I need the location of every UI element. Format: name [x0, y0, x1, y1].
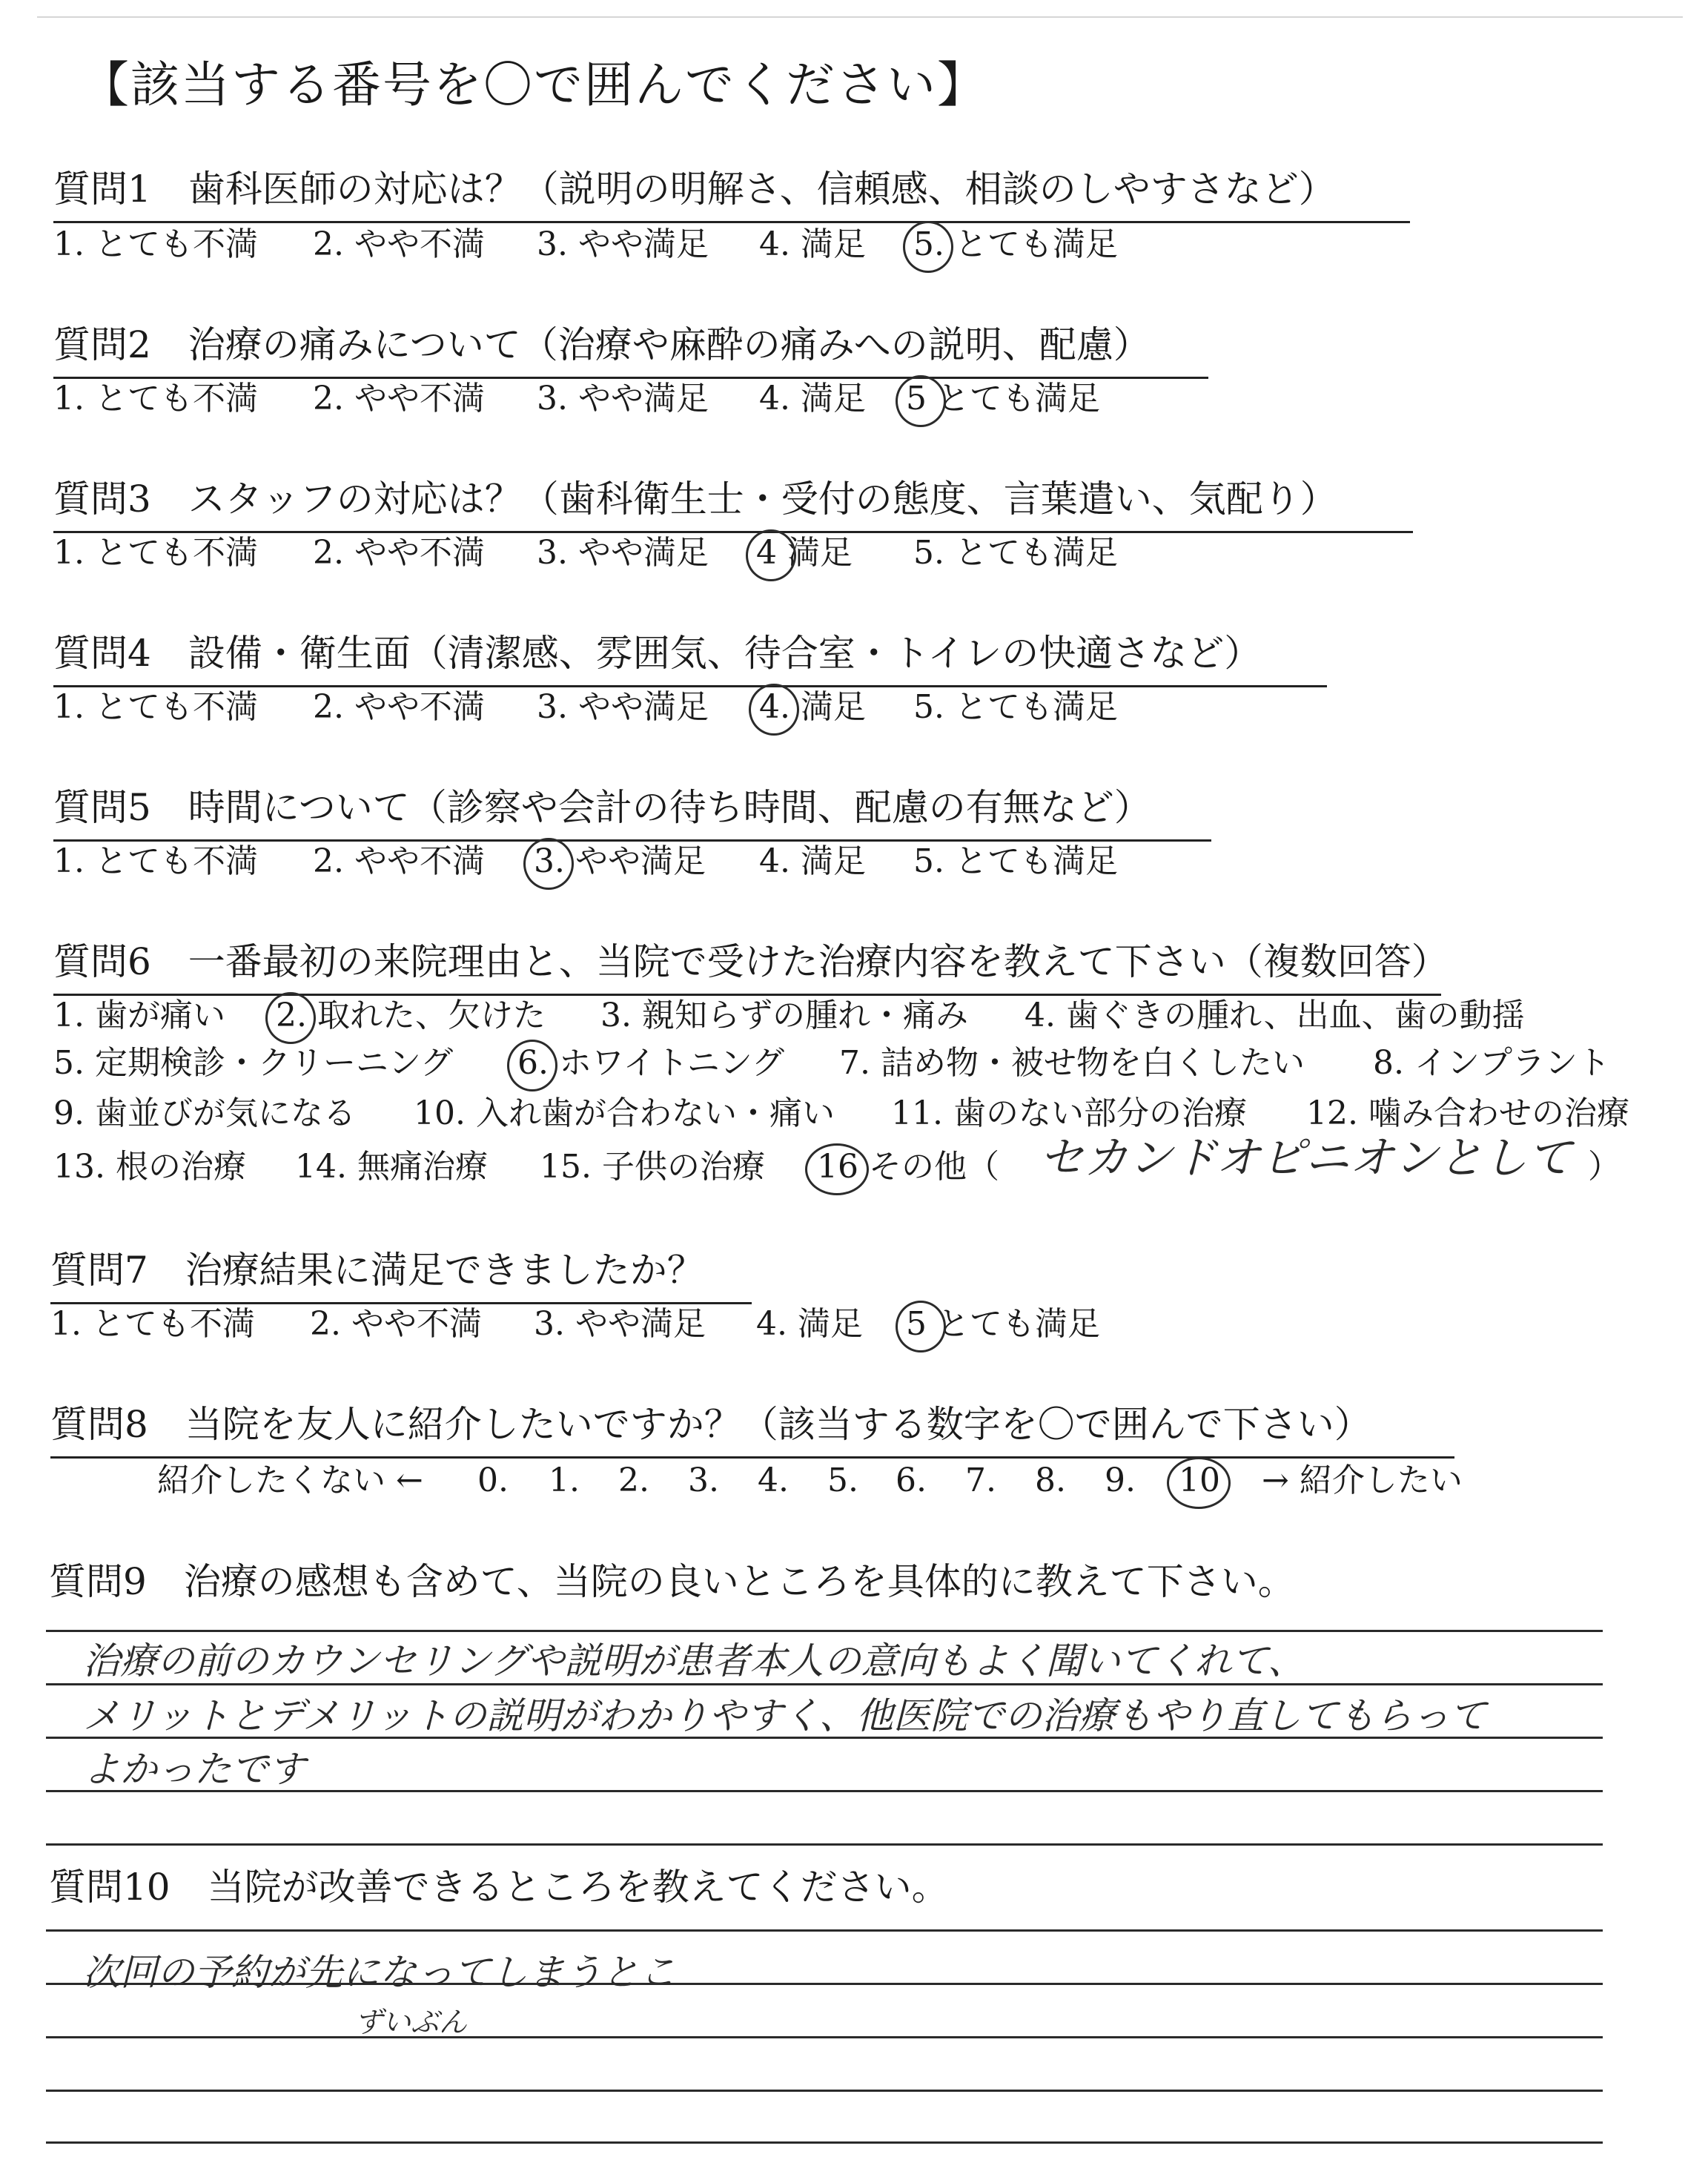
q5-option-4[interactable]: 4. 満足 [759, 842, 866, 880]
q1-option-5-circled[interactable]: 5. とても満足 [913, 225, 1118, 263]
q9-handwritten-line-1: 治療の前のカウンセリングや説明が患者本人の意向もよく聞いてくれて、 [83, 1639, 1305, 1682]
question-9-title: 質問9 治療の感想も含めて、当院の良いところを具体的に教えて下さい。 [49, 1560, 1295, 1603]
q5-option-1[interactable]: 1. とても不満 [53, 842, 258, 880]
q1-option-3[interactable]: 3. やや満足 [537, 225, 709, 263]
q2-option-1[interactable]: 1. とても不満 [53, 380, 258, 417]
q3-option-4-circled[interactable]: 4 満足 [756, 534, 853, 572]
q10-answer-rule-5 [46, 2141, 1603, 2144]
q8-scale-0[interactable]: 0. [477, 1462, 509, 1499]
q10-answer-rule-4 [46, 2090, 1603, 2092]
q8-scale-2[interactable]: 2. [618, 1462, 649, 1499]
q2-option-5-circled[interactable]: 5 とても満足 [906, 380, 1100, 417]
q6-other-handwritten-answer: セカンドオピニオンとして [1039, 1132, 1572, 1184]
q10-handwritten-insert-note: ずいぶん [354, 2006, 468, 2038]
q8-scale-1[interactable]: 1. [549, 1462, 580, 1499]
q3-option-5[interactable]: 5. とても満足 [913, 534, 1118, 572]
q8-scale-5[interactable]: 5. [827, 1462, 858, 1499]
q7-option-3[interactable]: 3. やや満足 [534, 1305, 706, 1343]
q10-answer-rule-1 [46, 1929, 1603, 1932]
q1-option-2[interactable]: 2. やや不満 [313, 225, 485, 263]
q3-option-1[interactable]: 1. とても不満 [53, 534, 258, 572]
q8-scale-6[interactable]: 6. [896, 1462, 927, 1499]
q7-option-1[interactable]: 1. とても不満 [50, 1305, 255, 1343]
question-6-title: 質問6 一番最初の来院理由と、当院で受けた治療内容を教えて下さい（複数回答） [53, 943, 1441, 996]
q5-option-3-circled[interactable]: 3. やや満足 [534, 842, 706, 880]
q6-option-3[interactable]: 3. 親知らずの腫れ・痛み [600, 997, 968, 1034]
question-1-title: 質問1 歯科医師の対応は？（説明の明解さ、信頼感、相談のしやすさなど） [53, 171, 1410, 223]
q5-option-2[interactable]: 2. やや不満 [313, 842, 485, 880]
q8-right-label: → 紹介したい [1262, 1462, 1463, 1499]
question-10-title: 質問10 当院が改善できるところを教えてください。 [49, 1866, 949, 1909]
q4-option-1[interactable]: 1. とても不満 [53, 688, 258, 726]
q8-scale-4[interactable]: 4. [758, 1462, 789, 1499]
q7-option-5-circled[interactable]: 5 とても満足 [906, 1305, 1100, 1343]
q8-scale-9[interactable]: 9. [1105, 1462, 1136, 1499]
q6-option-6-circled[interactable]: 6. ホワイトニング [517, 1044, 785, 1082]
q6-option-16-circled[interactable]: 16 その他（ [817, 1148, 999, 1186]
q6-option-15[interactable]: 15. 子供の治療 [540, 1148, 765, 1186]
q6-option-14[interactable]: 14. 無痛治療 [295, 1148, 488, 1186]
q6-option-9[interactable]: 9. 歯並びが気になる [53, 1094, 356, 1132]
question-5-title: 質問5 時間について（診察や会計の待ち時間、配慮の有無など） [53, 789, 1211, 842]
question-3-title: 質問3 スタッフの対応は？（歯科衛生士・受付の態度、言葉遣い、気配り） [53, 480, 1413, 533]
question-7-title: 質問7 治療結果に満足できましたか？ [50, 1252, 752, 1304]
q4-option-5[interactable]: 5. とても満足 [913, 688, 1118, 726]
q8-scale-3[interactable]: 3. [688, 1462, 719, 1499]
q7-option-4[interactable]: 4. 満足 [756, 1305, 863, 1343]
q1-option-4[interactable]: 4. 満足 [759, 225, 866, 263]
question-2-title: 質問2 治療の痛みについて（治療や麻酔の痛みへの説明、配慮） [53, 326, 1208, 379]
q10-handwritten-line-1: 次回の予約が先になってしまうとこ [83, 1951, 676, 1994]
q6-option-2-circled[interactable]: 2. 取れた、欠けた [276, 997, 546, 1034]
q6-other-close-paren: ） [1588, 1148, 1621, 1186]
q6-option-12[interactable]: 12. 噛み合わせの治療 [1306, 1094, 1629, 1132]
q10-answer-rule-3 [46, 2036, 1603, 2038]
q4-option-4-circled[interactable]: 4. 満足 [759, 688, 866, 726]
q6-option-13[interactable]: 13. 根の治療 [53, 1148, 246, 1186]
q6-option-10[interactable]: 10. 入れ歯が合わない・痛い [414, 1094, 835, 1132]
question-4-title: 質問4 設備・衛生面（清潔感、雰囲気、待合室・トイレの快適さなど） [53, 635, 1327, 687]
q6-option-4[interactable]: 4. 歯ぐきの腫れ、出血、歯の動揺 [1025, 997, 1525, 1034]
q2-option-4[interactable]: 4. 満足 [759, 380, 866, 417]
q4-option-3[interactable]: 3. やや満足 [537, 688, 709, 726]
q9-handwritten-line-3: よかったです [83, 1748, 305, 1791]
q6-option-7[interactable]: 7. 詰め物・被せ物を白くしたい [839, 1044, 1305, 1082]
q6-option-8[interactable]: 8. インプラント [1373, 1044, 1610, 1082]
q2-option-2[interactable]: 2. やや不満 [313, 380, 485, 417]
q3-option-3[interactable]: 3. やや満足 [537, 534, 709, 572]
q3-option-2[interactable]: 2. やや不満 [313, 534, 485, 572]
q1-option-1[interactable]: 1. とても不満 [53, 225, 258, 263]
question-8-title: 質問8 当院を友人に紹介したいですか？（該当する数字を〇で囲んで下さい） [50, 1406, 1454, 1459]
q8-scale-7[interactable]: 7. [965, 1462, 996, 1499]
q4-option-2[interactable]: 2. やや不満 [313, 688, 485, 726]
q6-option-1[interactable]: 1. 歯が痛い [53, 997, 225, 1034]
q9-answer-rule-5 [46, 1843, 1603, 1846]
q5-option-5[interactable]: 5. とても満足 [913, 842, 1118, 880]
q8-scale-8[interactable]: 8. [1035, 1462, 1066, 1499]
q6-option-5[interactable]: 5. 定期検診・クリーニング [53, 1044, 454, 1082]
q8-left-label: 紹介したくない ← [157, 1462, 423, 1499]
top-border-line [37, 16, 1683, 18]
q8-scale-10-circled[interactable]: 10 [1179, 1462, 1220, 1499]
q9-handwritten-line-2: メリットとデメリットの説明がわかりやすく、他医院での治療もやり直してもらって [83, 1694, 1486, 1737]
form-instruction: 【該当する番号を〇で囲んでください】 [80, 56, 987, 113]
q7-option-2[interactable]: 2. やや不満 [310, 1305, 482, 1343]
q2-option-3[interactable]: 3. やや満足 [537, 380, 709, 417]
q6-option-11[interactable]: 11. 歯のない部分の治療 [891, 1094, 1247, 1132]
